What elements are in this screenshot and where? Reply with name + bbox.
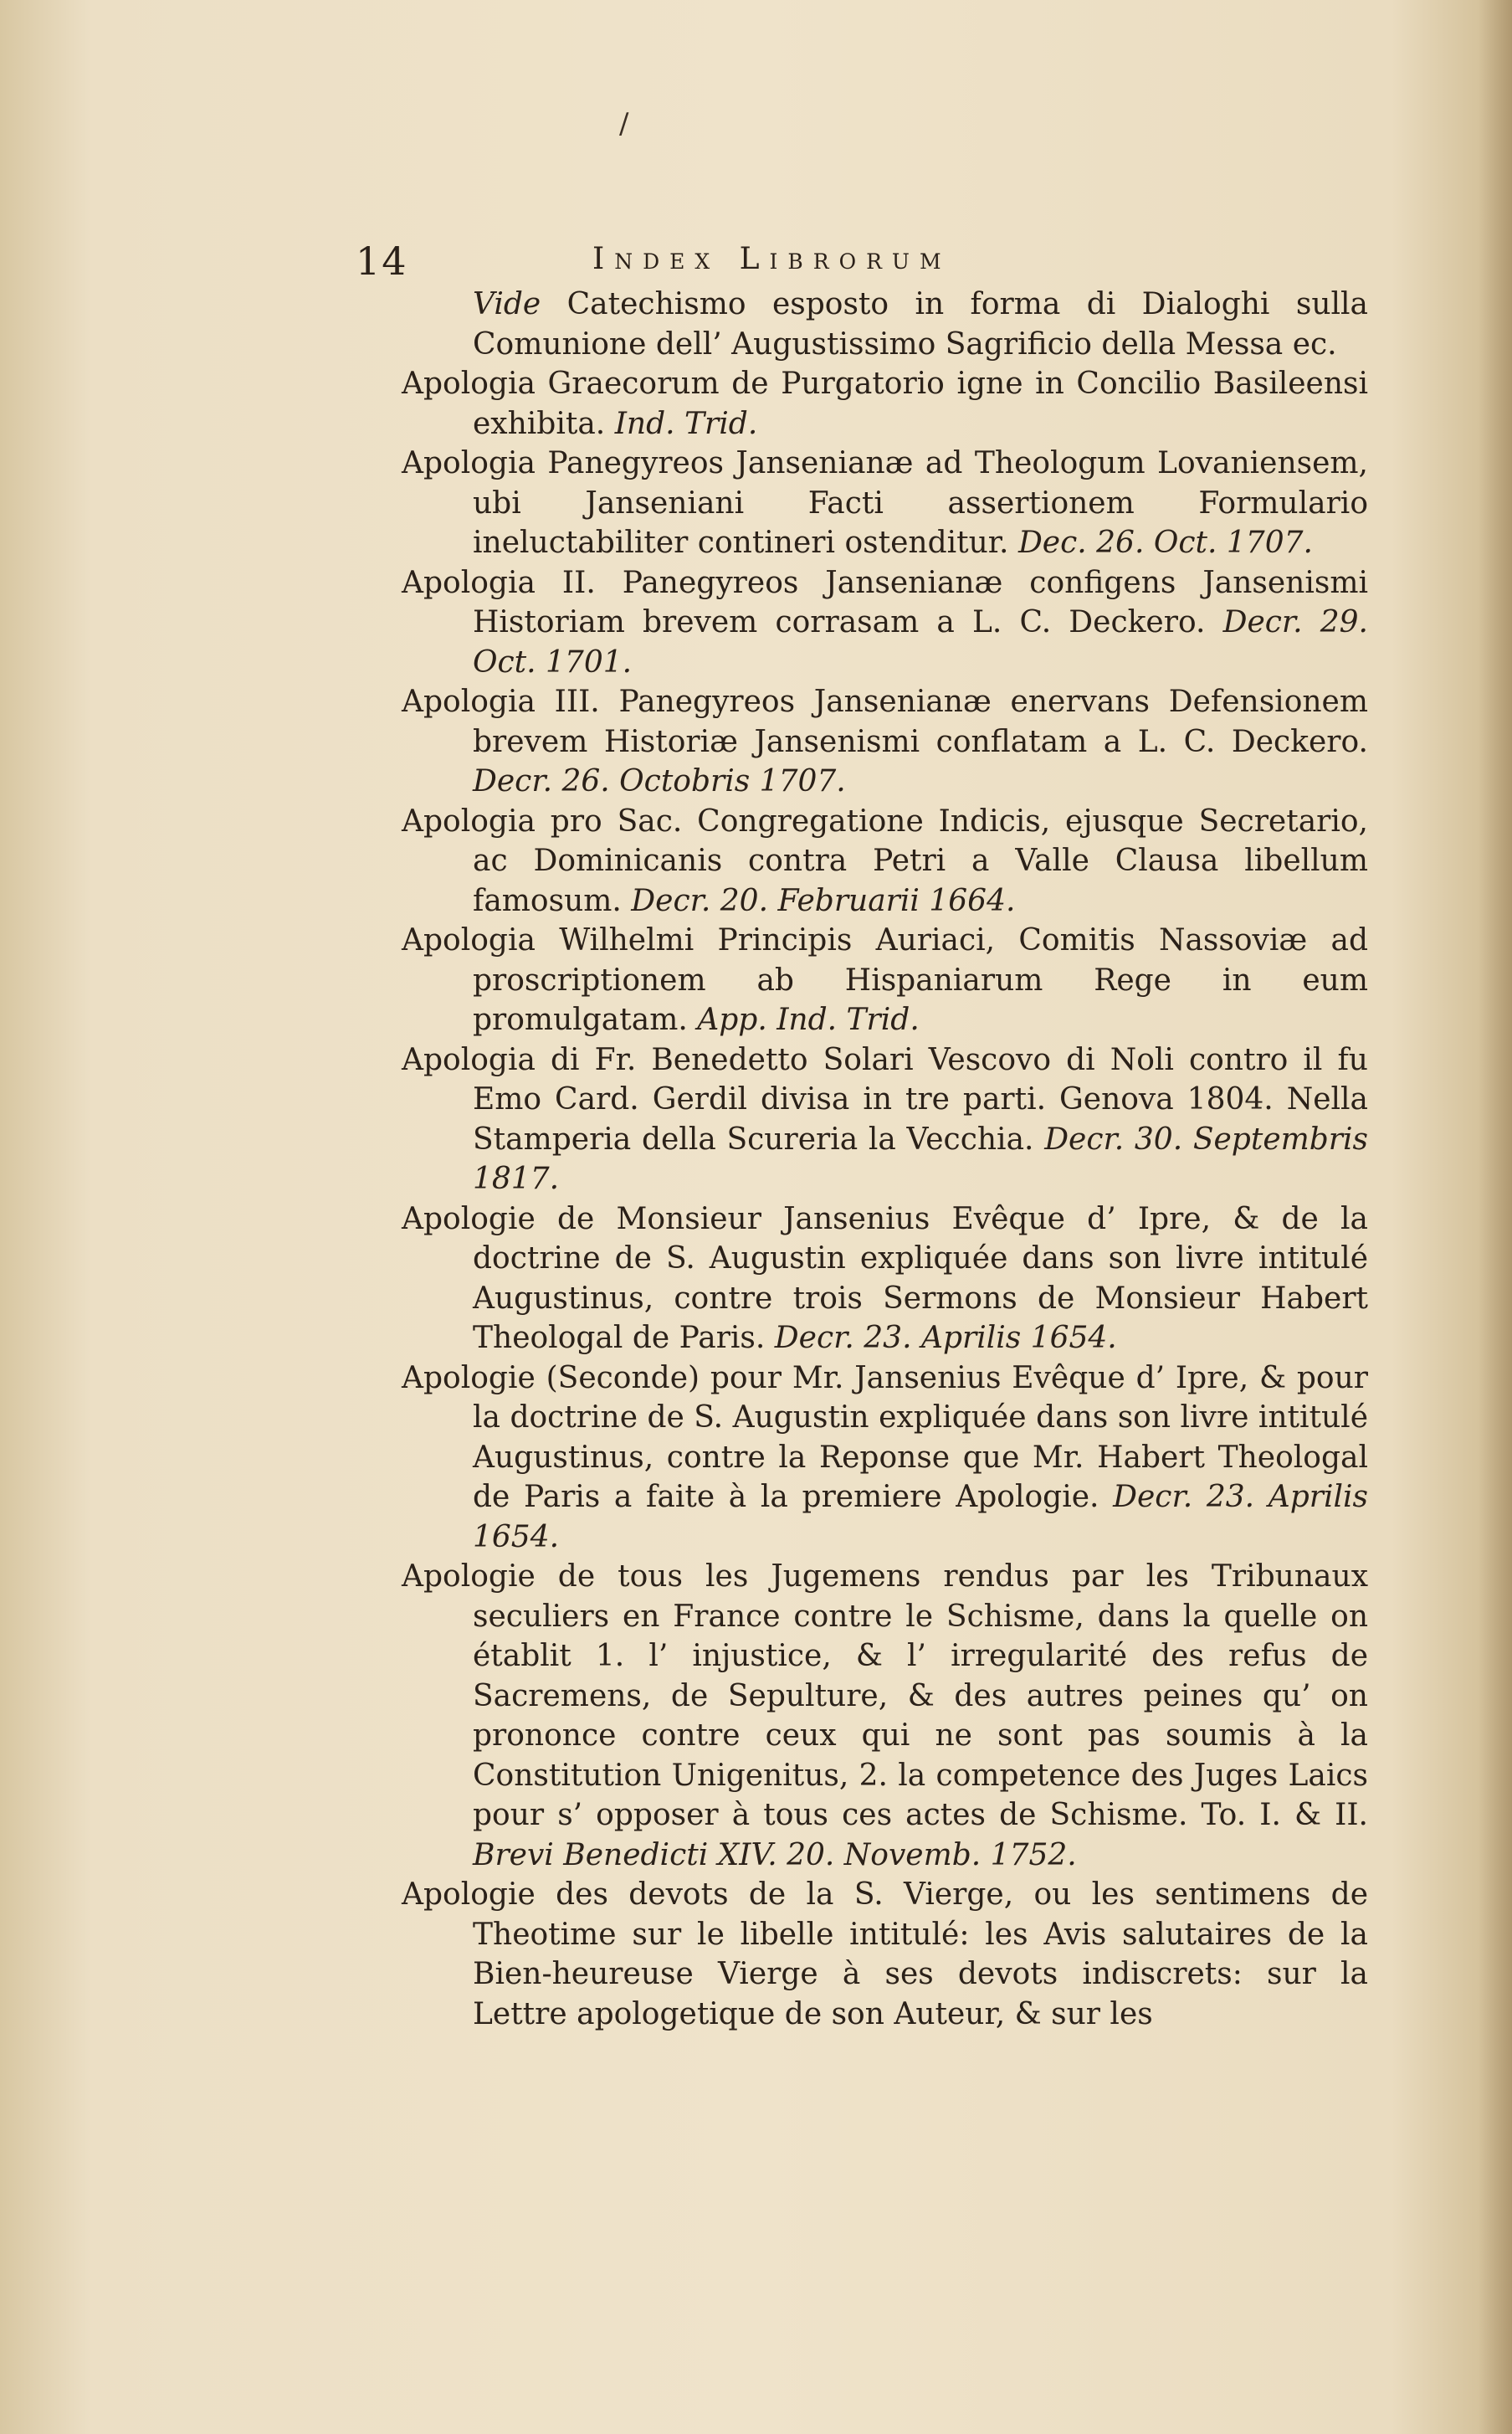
entry-decree: Ind. Trid. bbox=[614, 406, 758, 441]
entry-text: Apologia di Fr. Benedetto Solari Vescovo di Noli contro il fu Emo Card. Gerdil divisa in tre parti. Genova 1804. Nella Stamperia della Scureria la Vecchia. bbox=[402, 1042, 1368, 1157]
entry-text: Apologia III. Panegyreos Jansenianæ enervans Defensionem brevem Historiæ Jansenismi conflatam a L. C. Deckero. bbox=[402, 685, 1368, 759]
entry-text: Apologia II. Panegyreos Jansenianæ configens Jansenismi Historiam brevem corrasam a L. C. Deckero. bbox=[402, 565, 1368, 639]
entry-text: Apologia Graecorum de Purgatorio igne in Concilio Basileensi exhibita. bbox=[402, 367, 1368, 441]
entry-ref-word: Vide bbox=[473, 287, 541, 321]
entry-decree: Dec. 26. Oct. 1707. bbox=[1017, 526, 1313, 560]
ink-mark: / bbox=[619, 107, 629, 141]
entry-decree: Brevi Benedicti XIV. 20. Novemb. 1752. bbox=[473, 1837, 1077, 1872]
entry-decree: Decr. 29. Oct. 1701. bbox=[473, 605, 1368, 680]
page-number: 14 bbox=[356, 239, 408, 284]
index-entry-panegyreos bbox=[402, 444, 1368, 563]
running-title: Index Librorum bbox=[592, 242, 951, 276]
index-entry-vide bbox=[402, 285, 1368, 364]
index-entry-seconde bbox=[402, 1358, 1368, 1558]
entry-decree: Decr. 23. Aprilis 1654. bbox=[473, 1480, 1368, 1554]
index-entry-wilhelmi bbox=[402, 921, 1368, 1040]
page-header bbox=[356, 239, 1201, 289]
entry-text: Apologie (Seconde) pour Mr. Jansenius Evêque d’ Ipre, & pour la doctrine de S. Augustin expliquée dans son livre intitulé Augustinus, contre la Reponse que Mr. Habert Theologal de Paris a faite à la premiere Apologie. bbox=[402, 1360, 1368, 1514]
entry-decree: App. Ind. Trid. bbox=[697, 1003, 920, 1037]
index-entry-jansenius bbox=[402, 1199, 1368, 1358]
page-edge-shadow bbox=[1479, 0, 1512, 2434]
index-entry-devots bbox=[402, 1875, 1368, 2034]
entry-decree: Decr. 26. Octobris 1707. bbox=[473, 764, 846, 798]
entry-text: Apologie de tous les Jugemens rendus par les Tribunaux seculiers en France contre le Schisme, dans la quelle on établit 1. l’ injustice, & l’ irregularité des refus de Sacremens, de Sepulture, & des autres peines qu’ on prononce contre ceux qui ne sont pas soumis à la Constitution Unigenitus, 2. la competence des Juges Laics pour s’ opposer à tous ces actes de Schisme. To. I. & II. bbox=[402, 1559, 1368, 1832]
entry-text: Apologie de Monsieur Jansenius Evêque d’ Ipre, & de la doctrine de S. Augustin expliquée dans son livre intitulé Augustinus, contre trois Sermons de Monsieur Habert Theologal de Paris. bbox=[402, 1201, 1368, 1355]
index-entry-jugemens bbox=[402, 1557, 1368, 1875]
index-entry-apologia-iii bbox=[402, 682, 1368, 802]
entry-decree: Decr. 30. Septembris 1817. bbox=[473, 1122, 1369, 1196]
index-entries bbox=[402, 285, 1368, 2034]
index-entry-solari bbox=[402, 1040, 1368, 1199]
entry-text: Apologia pro Sac. Congregatione Indicis, ejusque Secretario, ac Dominicanis contra Petri a Valle Clausa libellum famosum. bbox=[402, 804, 1368, 918]
entry-decree: Decr. 20. Februarii 1664. bbox=[631, 883, 1016, 918]
entry-text: Apologie des devots de la S. Vierge, ou les sentimens de Theotime sur le libelle intitulé: les Avis salutaires de la Bien-heureuse Vierge à ses devots indiscrets: sur la Lettre apologetique de son Auteur, & sur les bbox=[402, 1877, 1368, 2031]
entry-decree: Decr. 23. Aprilis 1654. bbox=[774, 1321, 1117, 1355]
index-entry-graecorum bbox=[402, 364, 1368, 444]
entry-text: Catechismo esposto in forma di Dialoghi sulla Comunione dell’ Augustissimo Sagrificio della Messa ec. bbox=[473, 287, 1368, 362]
entry-text: Apologia Wilhelmi Principis Auriaci, Comitis Nassoviæ ad proscriptionem ab Hispaniarum Rege in eum promulgatam. bbox=[402, 923, 1368, 1037]
index-entry-apologia-ii bbox=[402, 563, 1368, 683]
entry-text: Apologia Panegyreos Jansenianæ ad Theologum Lovaniensem, ubi Janseniani Facti assertionem Formulario ineluctabiliter contineri ostenditur. bbox=[402, 446, 1368, 560]
index-entry-pro-sac bbox=[402, 802, 1368, 922]
